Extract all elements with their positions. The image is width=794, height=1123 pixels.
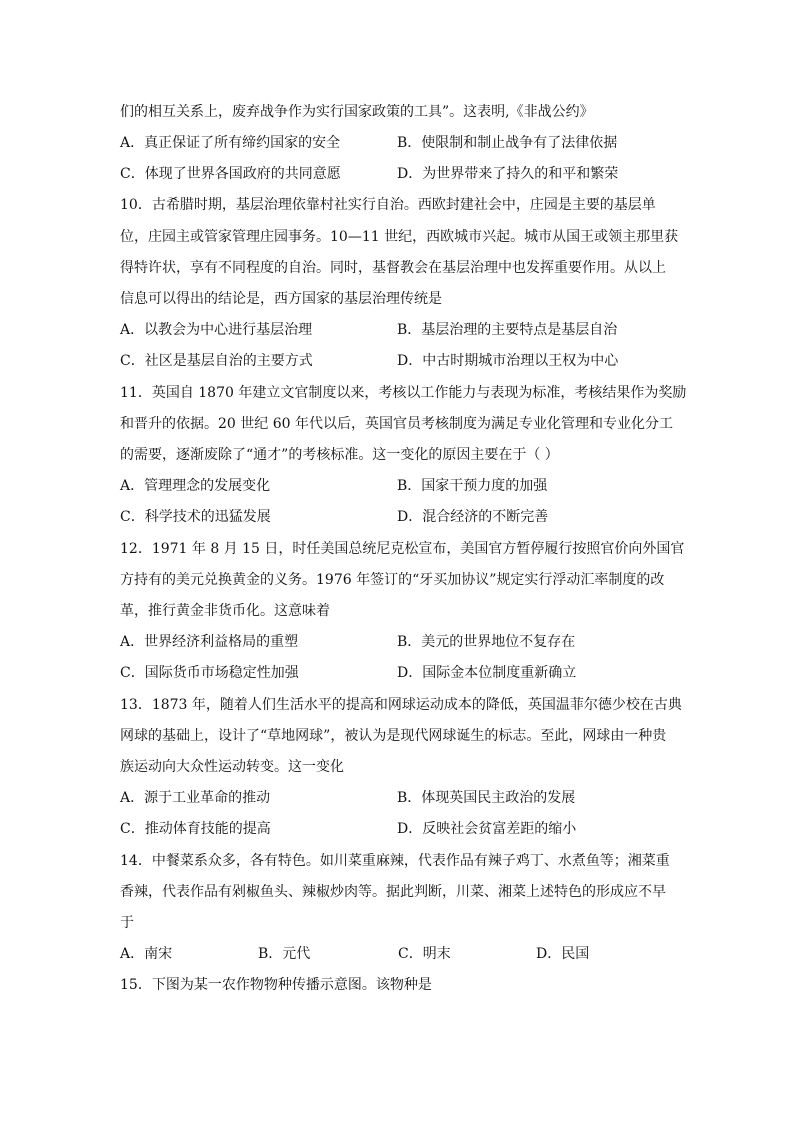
q10-option-d: D．中古时期城市治理以王权为中心 <box>397 353 619 369</box>
q14-line-3: 于 <box>120 915 134 931</box>
q13-option-a: A．源于工业革命的推动 <box>120 790 271 806</box>
q11-line-1: 11．英国自 1870 年建立文官制度以来，考核以工作能力与表现为标准，考核结果作为奖励 <box>120 385 687 401</box>
q14-option-c: C．明末 <box>398 946 451 962</box>
q10-line-1: 10．古希腊时期，基层治理依靠村社实行自治。西欧封建社会中，庄园是主要的基层单 <box>120 197 656 213</box>
q12-line-2: 方持有的美元兑换黄金的义务。1976 年签订的“牙买加协议”规定实行浮动汇率制度的改 <box>120 572 665 588</box>
q12-line-1: 12．1971 年 8 月 15 日，时任美国总统尼克松宣布，美国官方暂停履行按照官价向外国官 <box>120 541 685 557</box>
q11-option-a: A．管理理念的发展变化 <box>120 478 271 494</box>
q12-option-a: A．世界经济利益格局的重塑 <box>120 634 299 650</box>
q10-option-a: A．以教会为中心进行基层治理 <box>120 322 313 338</box>
q14-line-1: 14．中餐菜系众多，各有特色。如川菜重麻辣，代表作品有辣子鸡丁、水煮鱼等；湘菜重 <box>120 853 670 869</box>
q13-line-2: 网球的基础上，设计了“草地网球”，被认为是现代网球诞生的标志。至此，网球由一种贵 <box>120 728 667 744</box>
q12-line-3: 革，推行黄金非货币化。这意味着 <box>120 603 330 619</box>
q11-option-d: D．混合经济的不断完善 <box>397 509 549 525</box>
q13-option-b: B．体现英国民主政治的发展 <box>397 790 576 806</box>
intro-option-a: A．真正保证了所有缔约国家的安全 <box>120 135 341 151</box>
q11-line-3: 的需要，逐渐废除了“通才”的考核标准。这一变化的原因主要在于（ ） <box>120 447 559 463</box>
intro-option-b: B．使限制和制止战争有了法律依据 <box>397 135 618 151</box>
q13-option-d: D．反映社会贫富差距的缩小 <box>397 821 577 837</box>
q14-option-d: D．民国 <box>536 946 590 962</box>
q11-line-2: 和晋升的依据。20 世纪 60 年代以后，英国官员考核制度为满足专业化管理和专业化分工 <box>120 416 673 432</box>
q15-line-1: 15．下图为某一农作物物种传播示意图。该物种是 <box>120 977 432 993</box>
q13-line-3: 族运动向大众性运动转变。这一变化 <box>120 759 344 775</box>
q10-line-3: 得特许状，享有不同程度的自治。同时，基督教会在基层治理中也发挥重要作用。从以上 <box>120 260 666 276</box>
q14-option-a: A．南宋 <box>120 946 173 962</box>
q12-option-d: D．国际金本位制度重新确立 <box>397 665 577 681</box>
q10-line-2: 位，庄园主或管家管理庄园事务。10—11 世纪，西欧城市兴起。城市从国王或领主那里获 <box>120 229 679 245</box>
q11-option-c: C．科学技术的迅猛发展 <box>120 509 271 525</box>
intro-option-d: D．为世界带来了持久的和平和繁荣 <box>397 166 619 182</box>
q12-option-c: C．国际货币市场稳定性加强 <box>120 665 299 681</box>
q14-option-b: B．元代 <box>258 946 311 962</box>
q10-option-c: C．社区是基层自治的主要方式 <box>120 353 313 369</box>
q13-option-c: C．推动体育技能的提高 <box>120 821 271 837</box>
q13-line-1: 13．1873 年，随着人们生活水平的提高和网球运动成本的降低，英国温菲尔德少校在古典 <box>120 697 682 713</box>
q11-option-b: B．国家干预力度的加强 <box>397 478 548 494</box>
q14-line-2: 香辣，代表作品有剁椒鱼头、辣椒炒肉等。据此判断，川菜、湘菜上述特色的形成应不早 <box>120 884 666 900</box>
q10-line-4: 信息可以得出的结论是，西方国家的基层治理传统是 <box>120 291 442 307</box>
q12-option-b: B．美元的世界地位不复存在 <box>397 634 576 650</box>
intro-text: 们的相互关系上，废弃战争作为实行国家政策的工具”。这表明,《非战公约》 <box>120 104 594 120</box>
q10-option-b: B．基层治理的主要特点是基层自治 <box>397 322 618 338</box>
intro-option-c: C．体现了世界各国政府的共同意愿 <box>120 166 341 182</box>
